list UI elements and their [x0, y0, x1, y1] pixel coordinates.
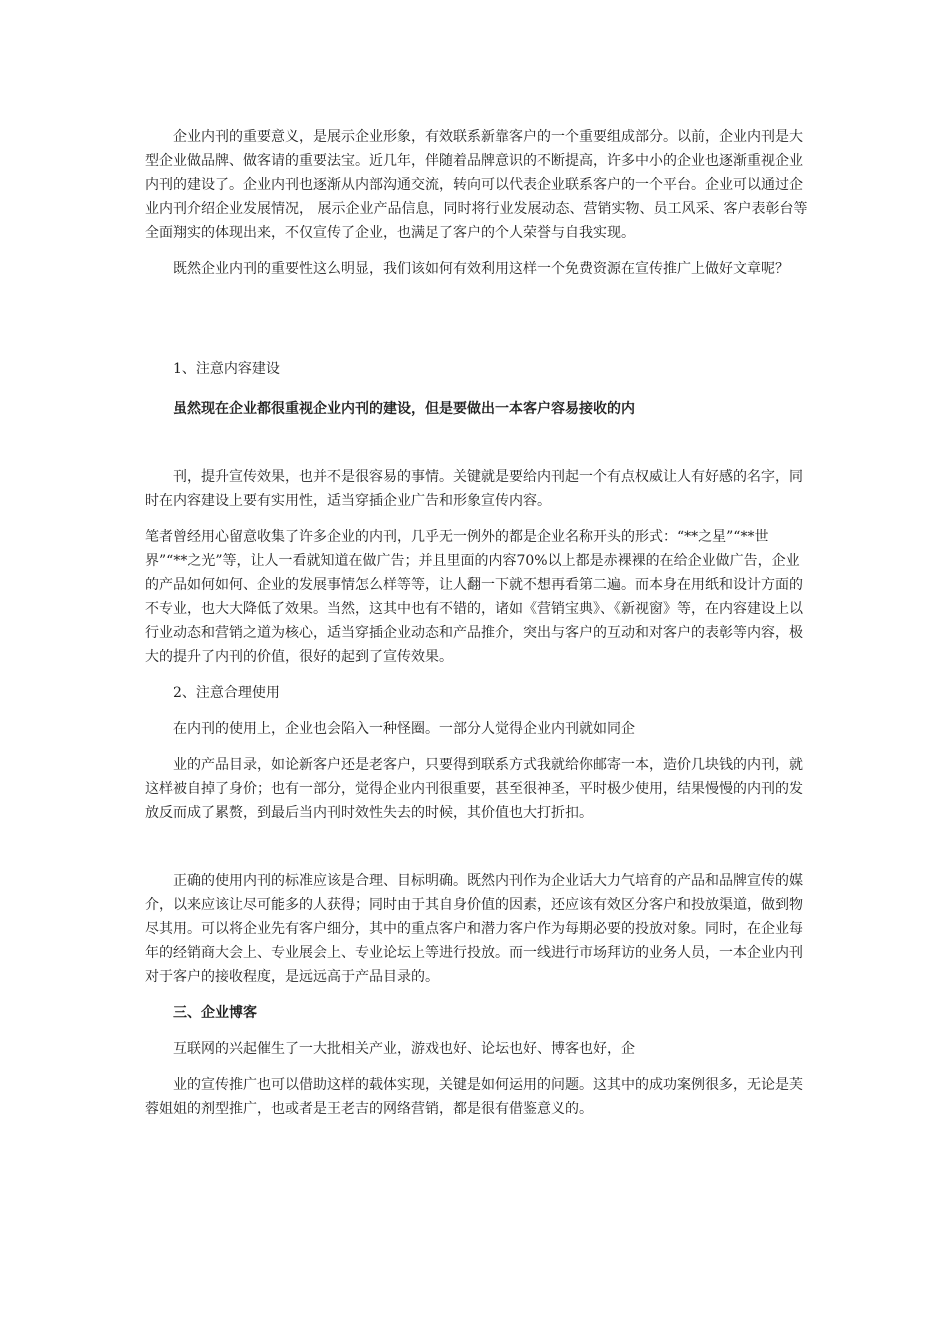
- paragraph-intro: 企业内刊的重要意义，是展示企业形象，有效联系新靠客户的一个重要组成部分。以前，企业内刊是大型企业做品牌、做客请的重要法宝。近几年，伴随着品牌意识的不断提高，许多中小的企业也逐渐重视企业内刊的建设了。企业内刊也逐渐从内部沟通交流，转向可以代表企业联系客户的一个平台。企业可以通过企业内刊介绍企业发展情况， 展示企业产品信息，同时将行业发展动态、营销实物、员工风采、客户表彰台等全面翔实的体现出来，不仅宣传了企业，也满足了客户的个人荣誉与自我实现。: [145, 129, 808, 241]
- paragraph-content-building-body: 刊，提升宣传效果，也并不是很容易的事情。关键就是要给内刊起一个有点权威让人有好感的名字，同时在内容建设上要有实用性，适当穿插企业广告和形象宣传内容。: [145, 469, 803, 509]
- paragraph-content-building-lead: 虽然现在企业都很重视企业内刊的建设，但是要做出一本客户容易接收的内: [173, 401, 635, 417]
- paragraph-usage-lead: 在内刊的使用上，企业也会陷入一种怪圈。一部分人觉得企业内刊就如同企: [173, 721, 635, 737]
- paragraph-blog-body: 业的宣传推广也可以借助这样的载体实现，关键是如何运用的问题。这其中的成功案例很多，无论是芙蓉姐姐的剂型推广，也或者是王老吉的网络营销，都是很有借鉴意义的。: [145, 1077, 803, 1117]
- heading-content-building: 1、注意内容建设: [173, 361, 280, 377]
- paragraph-usage-body: 业的产品目录，如论新客户还是老客户，只要得到联系方式我就给你邮寄一本，造价几块钱的内刊，就这样被自掉了身价；也有一部分，觉得企业内刊很重要，甚至很神圣，平时极少使用，结果慢慢的内刊的发放反而成了累赘，到最后当内刊时效性失去的时候，其价值也大打折扣。: [145, 757, 803, 821]
- paragraph-question: 既然企业内刊的重要性这么明显，我们该如何有效利用这样一个免费资源在宣传推广上做好文章呢？: [173, 261, 789, 277]
- heading-enterprise-blog: 三、企业博客: [173, 1005, 257, 1021]
- paragraph-correct-usage: 正确的使用内刊的标准应该是合理、目标明确。既然内刊作为企业话大力气培育的产品和品牌宣传的媒介，以来应该让尽可能多的人获得；同时由于其自身价值的因素，还应该有效区分客户和投放渠道，做到物尽其用。可以将企业先有客户细分，其中的重点客户和潜力客户作为每期必要的投放对象。同时，在企业每年的经销商大会上、专业展会上、专业论坛上等进行投放。而一线进行市场拜访的业务人员，一本企业内刊对于客户的接收程度，是远远高于产品目录的。: [145, 873, 803, 985]
- paragraph-blog-lead: 互联网的兴起催生了一大批相关产业，游戏也好、论坛也好、博客也好，企: [173, 1041, 635, 1057]
- heading-proper-usage: 2、注意合理使用: [173, 685, 280, 701]
- paragraph-author-observation: 笔者曾经用心留意收集了许多企业的内刊，几乎无一例外的都是企业名称开头的形式：“**之星”“**世界”“**之光”等，让人一看就知道在做广告；并且里面的内容70%以上都是赤裸裸的在给企业做广告，企业的产品如何如何、企业的发展事情怎么样等等，让人翻一下就不想再看第二遍。而本身在用纸和设计方面的不专业，也大大降低了效果。当然，这其中也有不错的，诸如《营销宝典》、《新视窗》等，在内容建设上以行业动态和营销之道为核心，适当穿插企业动态和产品推介，突出与客户的互动和对客户的表彰等内容，极大的提升了内刊的价值，很好的起到了宣传效果。: [145, 529, 803, 665]
